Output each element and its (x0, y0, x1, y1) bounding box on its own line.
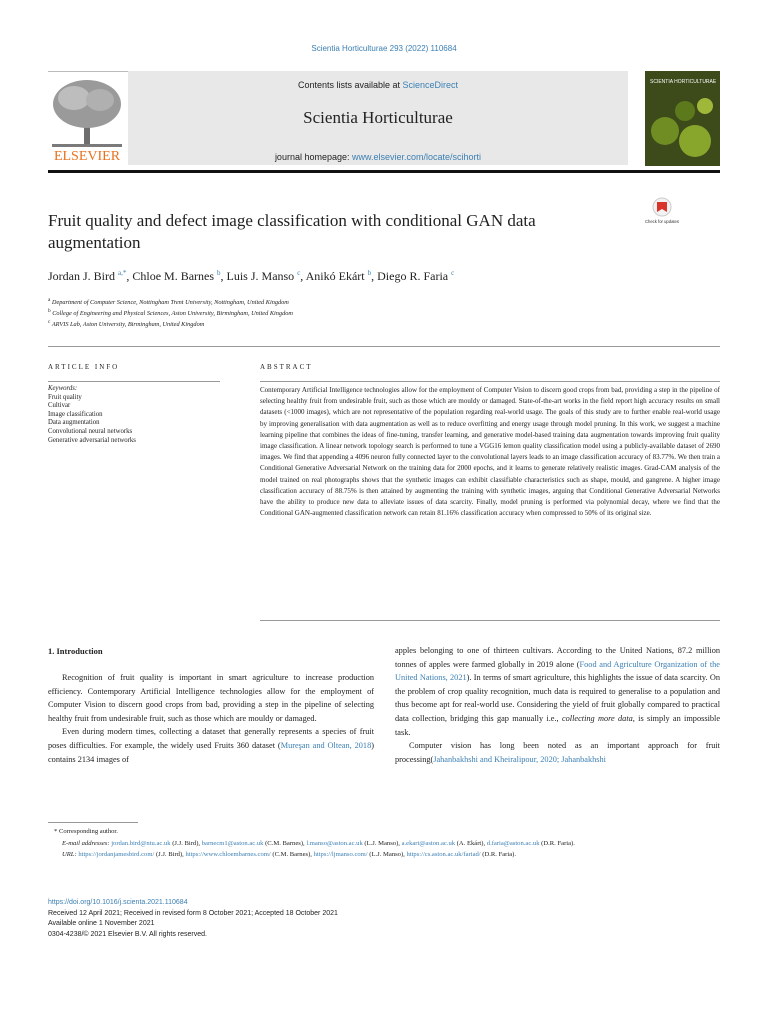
abstract-heading: ABSTRACT (260, 363, 313, 371)
author-list: Jordan J. Bird $^{a,*}$, Chloe M. Barnes $^b$, Luis J. Manso $^c$, Anikó Ekárt $^b$, Diego R. Faria $^c$ (48, 269, 455, 283)
section-heading-introduction: 1. Introduction (48, 646, 103, 656)
paper-title: Fruit quality and defect image classification with conditional GAN data augmentation (48, 211, 536, 252)
author: Chloe M. Barnes (132, 269, 215, 283)
doi-link[interactable]: https://doi.org/10.1016/j.scienta.2021.110684 (48, 899, 188, 906)
cover-title: SCIENTIA HORTICULTURAE (650, 79, 717, 85)
header-thick-rule (48, 170, 720, 173)
keywords-label: Keywords: (48, 385, 78, 392)
abstract-bottom-rule (260, 620, 720, 621)
affiliation: $^c$ ARVIS Lab, Aston University, Birmingham, United Kingdom (48, 319, 205, 329)
author: Luis J. Manso (226, 269, 295, 283)
keyword: Convolutional neural networks (48, 427, 133, 435)
journal-homepage: journal homepage: www.elsevier.com/locate/scihorti (274, 152, 482, 162)
urls: URL: https://jordanjamesbird.com/ (J.J. Bird), https://www.chloembarnes.com/ (C.M. Barnes), https://ljmanso.com/ (L.J. Manso), https://cs.aston.ac.uk/fariad/ (D.R. Faria). (62, 851, 516, 859)
right-column (395, 644, 720, 766)
article-info-heading: ARTICLE INFO (48, 363, 120, 371)
received-dates: Received 12 April 2021; Received in revised form 8 October 2021; Accepted 18 October 2021 (48, 909, 338, 917)
keyword: Data augmentation (48, 419, 100, 427)
keyword: Cultivar (48, 402, 71, 410)
keyword: Image classification (48, 410, 103, 418)
left-column (48, 671, 374, 766)
sciencedirect-link[interactable]: ScienceDirect (402, 80, 459, 90)
affiliation: $^b$ College of Engineering and Physical Sciences, Aston University, Birmingham, United Kingdom (48, 308, 293, 318)
corresponding-author-note: * Corresponding author. (54, 828, 118, 835)
elsevier-logo (48, 74, 126, 164)
affiliation: $^a$ Department of Computer Science, Nottingham Trent University, Nottingham, United Kingdom (48, 297, 289, 307)
email-addresses: E-mail addresses: jordan.bird@ntu.ac.uk (J.J. Bird), barnecm1@aston.ac.uk (C.M. Barnes), l.manso@aston.ac.uk (L.J. Manso), a.ekart@aston.ac.uk (A. Ekárt), d.faria@aston.ac.uk (D.R. Faria). (62, 839, 575, 847)
author-affiliation-marker: b (367, 269, 372, 277)
paragraph: apples belonging to one of thirteen cultivars. According to the United Nations, 87.2 million tonnes of apples were farmed globally in 2019 alone (Food and Agriculture Organization of the United Nations, 2021). In terms of smart agriculture, this highlights the issue of data scarcity. On the problem of crop quality recognition, much data is required to generalise to a population and thus become apt for real-world use. Considering the yield of fruit globally compared to practical data collection, bridging this gap manually i.e., collecting more data, is simply an impossible task. (395, 646, 721, 737)
contents-line: Contents lists available at ScienceDirect (297, 80, 459, 90)
email-link[interactable]: l.manso@aston.ac.uk (306, 839, 363, 847)
paragraph: Even during modern times, collecting a dataset that generally represents a species of fruit poses difficulties. For example, the widely used Fruits 360 dataset (Mureşan and Oltean, 2018) contains 2134 images of (48, 727, 374, 764)
paragraph: Computer vision has long been noted as an important approach for fruit processing(Jahanbakhshi and Kheiralipour, 2020; Jahanbakhshi (395, 741, 720, 764)
publisher-name: ELSEVIER (53, 149, 121, 164)
citation-link[interactable]: Jahanbakhshi and Kheiralipour, 2020; Jahanbakhshi (433, 754, 606, 764)
journal-title: Scientia Horticulturae (303, 108, 453, 127)
journal-cover-image (645, 71, 720, 166)
check-for-updates-badge[interactable] (647, 196, 677, 228)
url-link[interactable]: https://ljmanso.com/ (313, 851, 368, 859)
paragraph: Recognition of fruit quality is important in smart agriculture to increase production efficiency. Contemporary Artificial Intelligence technologies allow for the employment of Computer Vision to discern good crops from bad, providing a step in the pipeline of selecting healthy fruit from undesirable fruit, such as those which are mouldy or damaged. (48, 673, 374, 723)
url-link[interactable]: https://www.chloembarnes.com/ (185, 851, 271, 859)
author: Jordan J. Bird (48, 269, 115, 283)
email-link[interactable]: d.faria@aston.ac.uk (486, 839, 540, 847)
section-divider (48, 346, 720, 347)
url-link[interactable]: https://cs.aston.ac.uk/fariad/ (406, 851, 481, 859)
homepage-link[interactable]: www.elsevier.com/locate/scihorti (352, 152, 482, 162)
abstract-text: Contemporary Artificial Intelligence technologies allow for the employment of Computer Vision to discern good crops from bad, providing a step in the pipeline of selecting healthy fruit from undesirable fruit, such as those which are mouldy or damaged. State-of-the-art works in the field report high accuracy results on small datasets (<1000 images), which are not representative of the population regarding real-world usage. The goals of this study are to further enable real-world usage by improving generalisation with data augmentation as well as to reduce overfitting and energy usage through model pruning. In this work, we suggest a machine learning pipeline that combines the ideas of fine-tuning, transfer learning, and generative model-based training data augmentation towards improving fruit quality image classification. A linear network topology search is performed to tune a VGG16 lemon quality classification model using a publicly-available dataset of 2690 images. We find that appending a 4096 neuron fully connected layer to the convolutional layers leads to an image classification accuracy of 83.77%. We then train a Conditional Generative Adversarial Network on the training data for 2000 epochs, and it learns to generate relatively realistic images. Grad-CAM analysis of the model trained on real photographs shows that the synthetic images can exhibit classifiable characteristics such as shape, mould, and gangrene. A higher image classification accuracy of 88.75% is then attained by augmenting the training with synthetic images, arguing that Conditional Generative Adversarial Networks have the ability to produce new data to alleviate issues of data scarcity. Finally, model pruning is performed via polynomial decay, where we find that the Conditional GAN-augmented classification network can retain 81.16% classification accuracy when compressed to 50% of its original size. (260, 386, 720, 518)
email-link[interactable]: jordan.bird@ntu.ac.uk (111, 839, 171, 847)
email-link[interactable]: barnecm1@aston.ac.uk (201, 839, 264, 847)
keywords-list (48, 385, 220, 445)
url-link[interactable]: https://jordanjamesbird.com/ (78, 851, 155, 859)
citation-link[interactable]: Mureşan and Oltean, 2018 (280, 740, 372, 750)
author-affiliation-marker: c (297, 269, 301, 277)
keyword: Generative adversarial networks (48, 436, 136, 444)
footnote-rule (48, 822, 138, 823)
author-affiliation-marker: b (217, 269, 221, 277)
keyword: Fruit quality (48, 393, 82, 401)
author: Diego R. Faria (377, 269, 449, 283)
citation-link[interactable]: Food and Agriculture Organization of the United Nations, 2021 (395, 659, 720, 683)
publication-info (48, 898, 720, 940)
copyright: 0304-4238/© 2021 Elsevier B.V. All rights reserved. (48, 930, 207, 938)
email-link[interactable]: a.ekart@aston.ac.uk (401, 839, 456, 847)
affiliations (48, 296, 608, 329)
article-info-rule (48, 381, 220, 382)
author-affiliation-marker: c (451, 269, 455, 277)
footnotes (48, 826, 720, 861)
abstract-rule (260, 381, 720, 382)
svg-text:Check for updates: Check for updates (645, 219, 679, 224)
author: Anikó Ekárt (305, 269, 365, 283)
available-online: Available online 1 November 2021 (48, 920, 155, 927)
journal-reference[interactable]: Scientia Horticulturae 293 (2022) 110684 (311, 44, 457, 53)
author-affiliation-marker: a,* (118, 269, 127, 277)
